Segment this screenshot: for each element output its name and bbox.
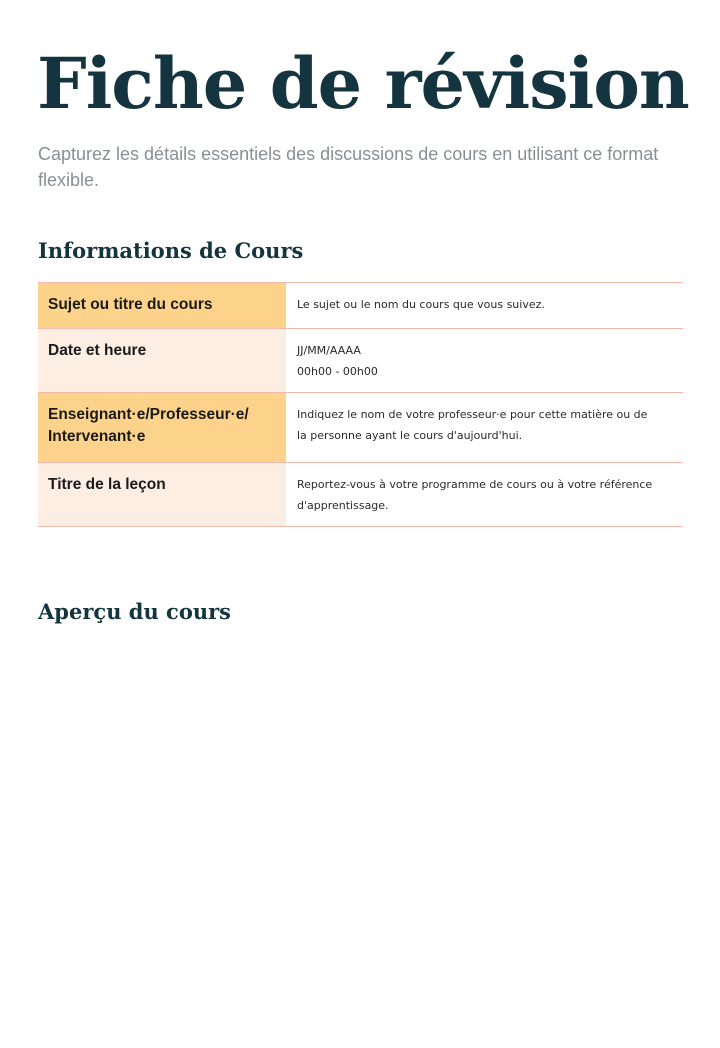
row-value-subject	[286, 283, 683, 329]
value-line: d'apprentissage.	[297, 499, 389, 512]
table-row	[38, 329, 683, 393]
page-subtitle: Capturez les détails essentiels des discussions de cours en utilisant ce format flexible.	[38, 144, 659, 190]
course-overview-heading: Aperçu du cours	[38, 599, 231, 624]
value-line: Indiquez le nom de votre professeur·e pour cette matière ou de	[297, 408, 648, 421]
course-info-table	[38, 282, 683, 527]
course-info-heading: Informations de Cours	[38, 238, 304, 263]
row-label-teacher	[38, 393, 286, 463]
row-label-subject: Sujet ou titre du cours	[38, 283, 286, 329]
row-label-datetime: Date et heure	[38, 329, 286, 393]
value-line-date: JJ/MM/AAAA	[297, 344, 361, 357]
row-value-datetime	[286, 329, 683, 393]
value-line-time: 00h00 - 00h00	[297, 365, 378, 378]
table-row	[38, 283, 683, 329]
label-line: Intervenant·e	[48, 428, 146, 445]
label-line: Enseignant·e/Professeur·e/	[48, 406, 249, 423]
row-value-lesson-title	[286, 463, 683, 527]
table-row	[38, 393, 683, 463]
value-line: Reportez-vous à votre programme de cours ou à votre référence	[297, 478, 653, 491]
row-value-teacher	[286, 393, 683, 463]
value-line: Le sujet ou le nom du cours que vous suivez.	[297, 298, 545, 311]
page-title: Fiche de révision	[37, 42, 689, 125]
value-line: la personne ayant le cours d'aujourd'hui.	[297, 429, 523, 442]
row-label-lesson-title: Titre de la leçon	[38, 463, 286, 527]
table-row	[38, 463, 683, 527]
